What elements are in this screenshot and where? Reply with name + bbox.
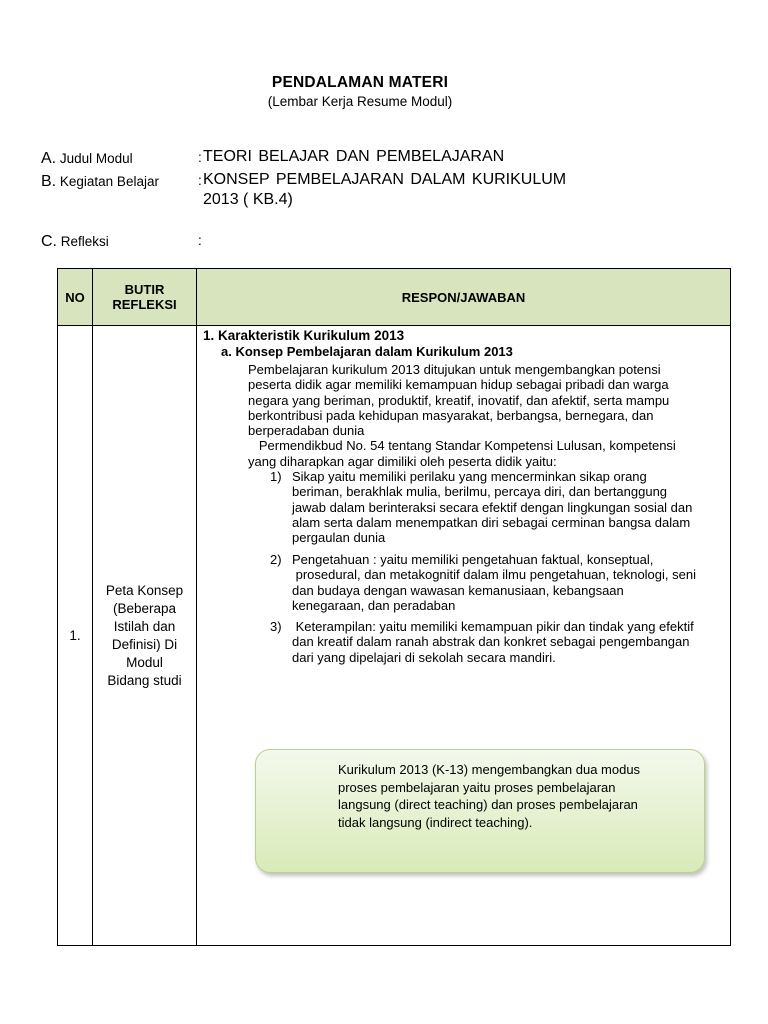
text-line: alam serta dalam menempatkan diri sebagai cerminan bangsa dalam <box>292 514 691 530</box>
field-value: TEORI BELAJAR DAN PEMBELAJARAN <box>203 148 505 165</box>
text-line: prosedural, dan metakognitif dalam ilmu pengetahuan, teknologi, seni <box>292 567 696 583</box>
text-line: tidak langsung (indirect teaching). <box>338 814 533 830</box>
field-label: Refleksi <box>60 234 109 249</box>
text-line: peserta didik agar memiliki kemampuan hidup sebagai pribadi dan warga <box>248 377 669 393</box>
butir-line: (Beberapa <box>112 600 177 616</box>
text-line: Permendikbud No. 54 tentang Standar Kompetensi Lulusan, kompetensi <box>248 438 676 454</box>
butir-line: Modul <box>126 654 163 670</box>
header-butir <box>93 269 197 326</box>
list-text <box>292 469 722 545</box>
butir-line: Bidang studi <box>107 672 182 688</box>
reflection-table <box>57 268 731 946</box>
text-line: Keterampilan: yaitu memiliki kemampuan pikir dan tindak yang efektif <box>292 619 694 634</box>
header-respon: RESPON/JAWABAN <box>197 269 731 326</box>
header-no: NO <box>58 269 93 326</box>
text-line: pergaulan dunia <box>292 530 386 546</box>
field-value: KONSEP PEMBELAJARAN DALAM KURIKULUM <box>203 171 567 188</box>
subsection-heading: a. Konsep Pembelajaran dalam Kurikulum 2013 <box>221 344 513 359</box>
list-text <box>292 619 722 665</box>
text-line: negara yang beriman, produktif, kreatif, inovatif, dan afektif, serta mampu <box>248 392 670 408</box>
list-text <box>292 552 722 613</box>
field-letter: B. <box>41 173 57 190</box>
text-line: kenegaraan, dan peradaban <box>292 597 456 613</box>
field-colon: : <box>198 173 202 188</box>
list-number: 1) <box>270 469 282 484</box>
text-line: Pengetahuan : yaitu memiliki pengetahuan faktual, konseptual, <box>292 552 654 567</box>
paragraph-konsep <box>248 362 723 469</box>
text-line: berkontribusi pada kehidupan masyarakat, berbangsa, bernegara, dan <box>248 407 654 423</box>
text-line: Pembelajaran kurikulum 2013 ditujukan untuk mengembangkan potensi <box>248 362 661 377</box>
text-line: yang diharapkan agar dimiliki oleh peserta didik yaitu: <box>248 453 557 469</box>
field-label: Kegiatan Belajar <box>59 174 159 189</box>
text-line: beriman, berakhlak mulia, berilmu, percaya diri, dan bertanggung <box>292 484 668 500</box>
text-line: proses pembelajaran yaitu proses pembelajaran <box>338 779 616 795</box>
section-heading: 1. Karakteristik Kurikulum 2013 <box>203 328 405 343</box>
row-butir <box>93 326 197 946</box>
field-label: Judul Modul <box>59 151 133 166</box>
header-butir-line: REFLEKSI <box>112 297 177 312</box>
butir-line: Definisi) Di <box>111 636 178 652</box>
list-number: 2) <box>270 552 282 567</box>
butir-line: Peta Konsep <box>105 582 184 598</box>
table-header-row <box>58 269 731 326</box>
callout-text <box>338 761 668 831</box>
row-number: 1. <box>58 326 93 946</box>
field-letter: A. <box>41 150 57 167</box>
text-line: Sikap yaitu memiliki perilaku yang mencerminkan sikap orang <box>292 469 647 484</box>
field-colon: : <box>198 150 202 165</box>
text-line: Kurikulum 2013 (K-13) mengembangkan dua modus <box>338 762 641 777</box>
butir-line: Istilah dan <box>113 618 176 634</box>
field-judul-modul <box>41 148 505 168</box>
page-subtitle: (Lembar Kerja Resume Modul) <box>267 94 453 109</box>
text-line: dan kreatif dalam ranah abstrak dan konkret sebagai pengembangan <box>292 634 690 650</box>
text-line: dari yang dipelajari di sekolah secara mandiri. <box>292 649 556 665</box>
header-butir-line: BUTIR <box>124 282 165 297</box>
table-row <box>58 326 731 946</box>
callout-box <box>255 749 705 873</box>
field-colon: : <box>198 233 202 248</box>
row-response <box>197 326 731 946</box>
list-number: 3) <box>270 619 282 634</box>
text-line: langsung (direct teaching) dan proses pembelajaran <box>338 797 638 812</box>
field-kegiatan-belajar <box>41 171 567 208</box>
text-line: jawab dalam berinteraksi secara efektif dengan lingkungan sosial dan <box>292 499 693 515</box>
field-letter: C. <box>41 233 57 250</box>
field-refleksi <box>41 233 202 251</box>
field-value-continued: 2013 ( KB.4) <box>203 191 293 208</box>
text-line: dan budaya dengan wawasan kemanusiaan, kebangsaan <box>292 582 624 598</box>
text-line: berperadaban dunia <box>248 423 365 439</box>
page-title: PENDALAMAN MATERI <box>271 74 449 91</box>
